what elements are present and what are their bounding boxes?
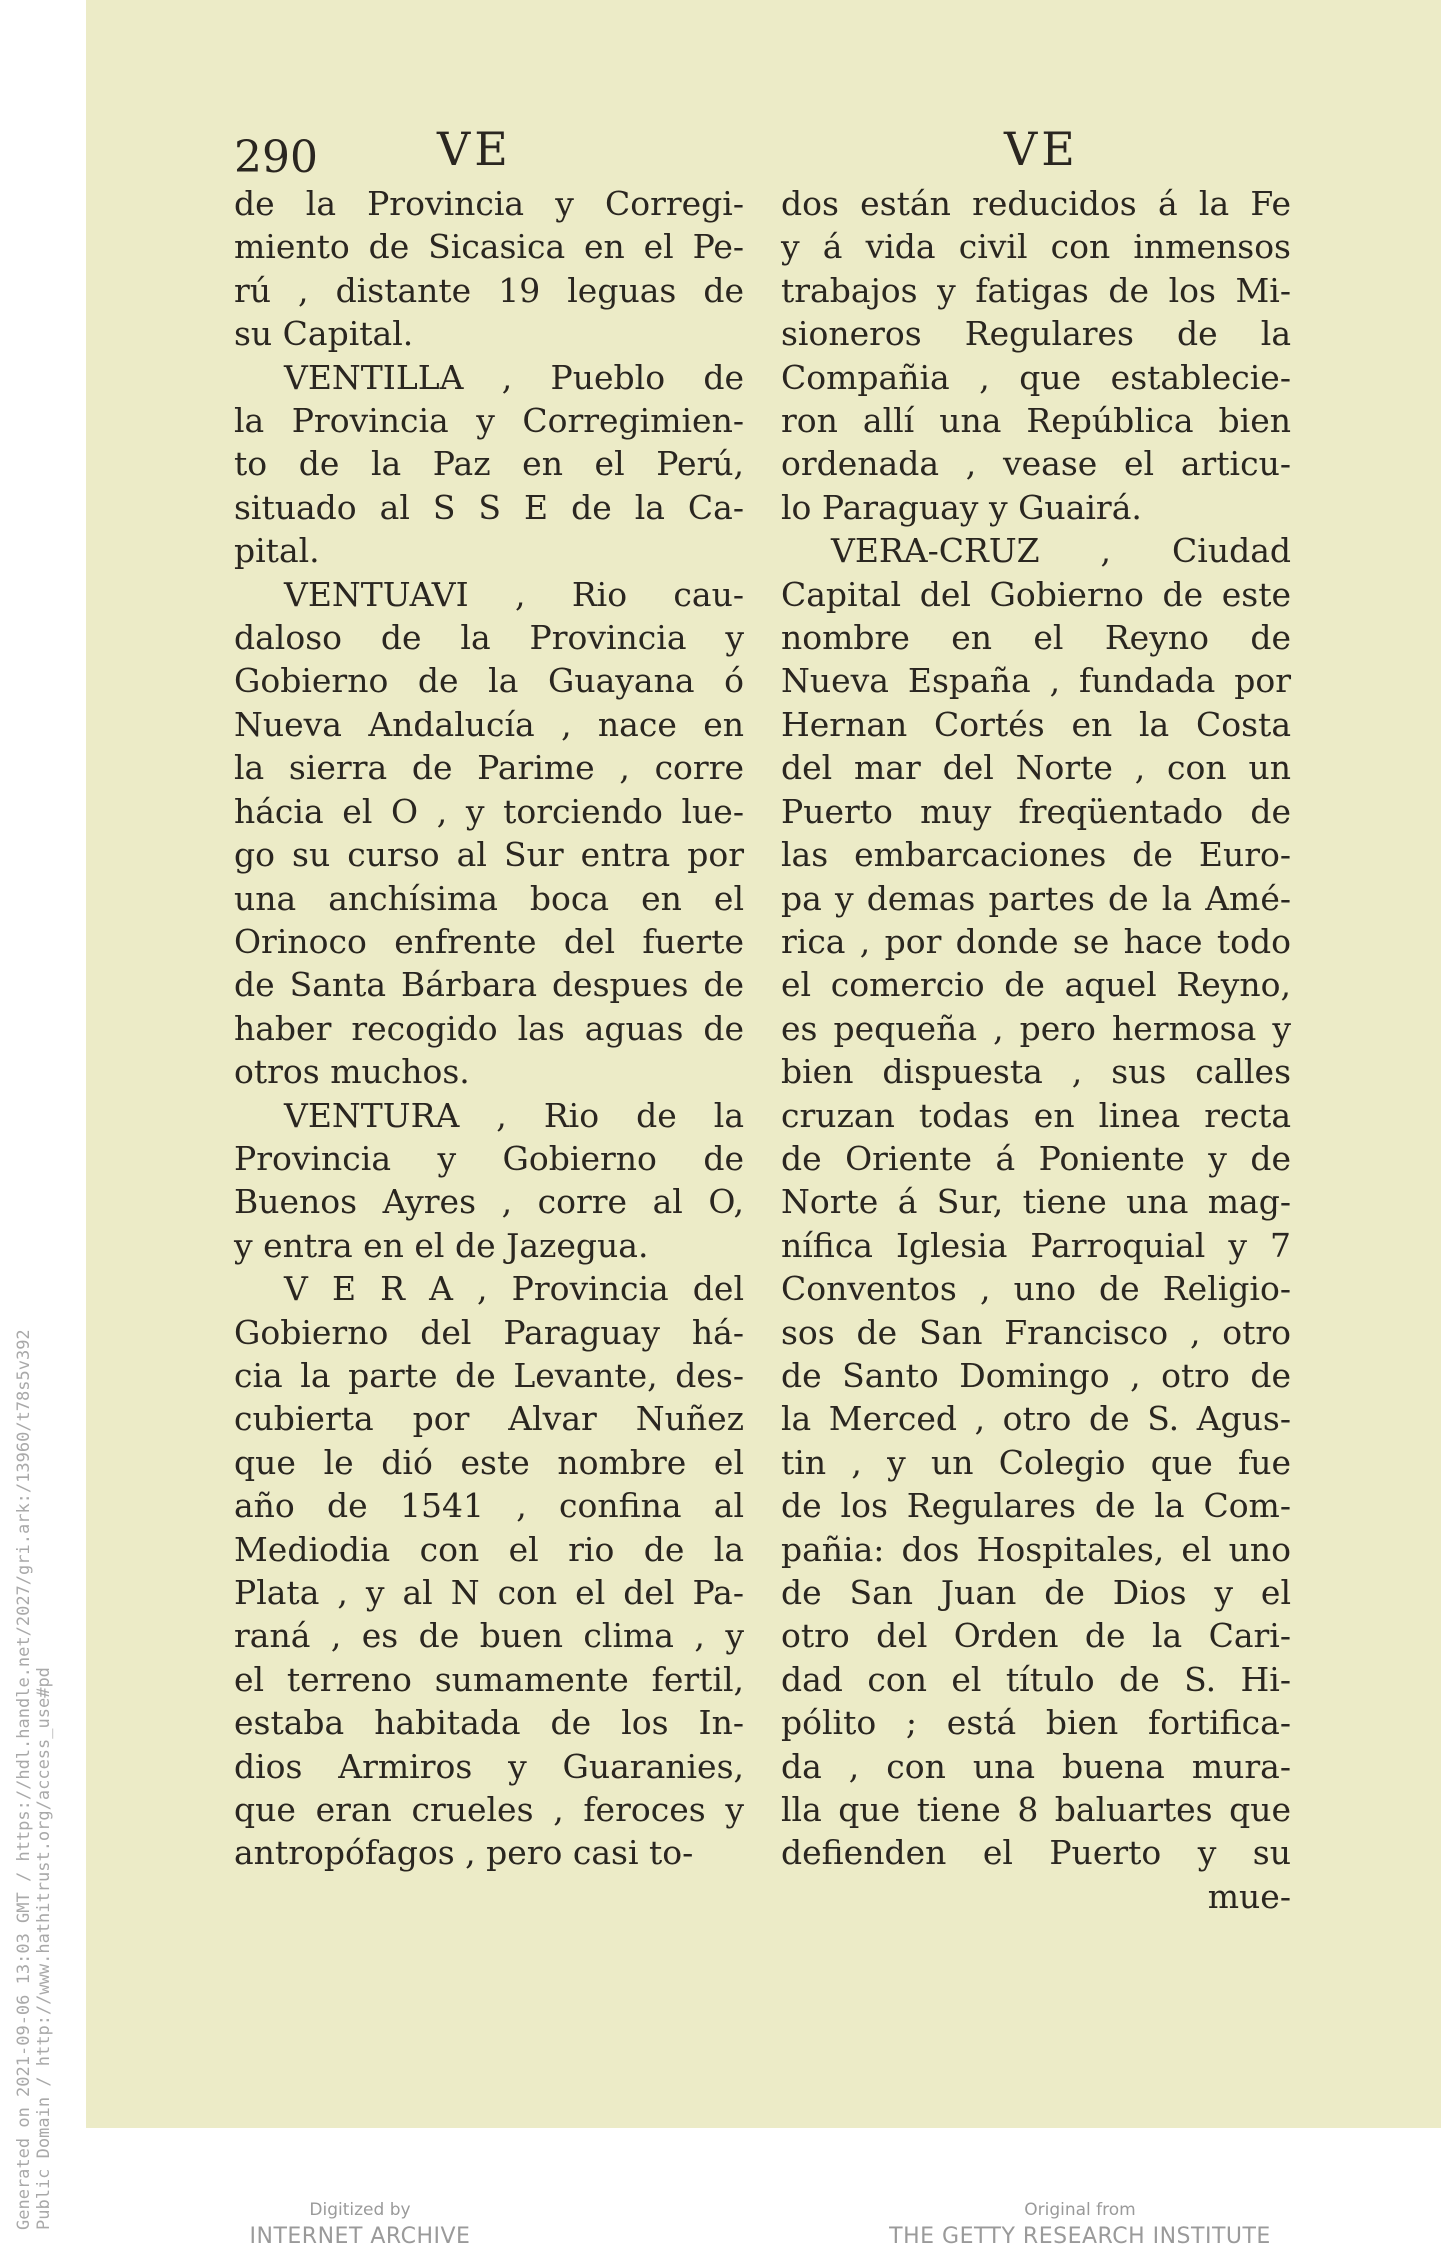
text-line: Mediodia con el rio de la: [234, 1529, 744, 1569]
text-line: Plata , y al N con el del Pa-: [234, 1573, 744, 1612]
text-line: de Santo Domingo , otro de: [781, 1355, 1291, 1395]
text-line: dios Armiros y Guaranies,: [234, 1746, 744, 1786]
stamp-line-2: Public Domain / http://www.hathitrust.org/access_use#pd: [34, 1667, 54, 2230]
text-line: y entra en el de Jazegua.: [234, 1225, 649, 1265]
text-line: sos de San Francisco , otro: [781, 1312, 1291, 1352]
text-line: to de la Paz en el Perú,: [234, 444, 744, 484]
text-line: cia la parte de Levante, des-: [234, 1355, 744, 1395]
text-line: lo Paraguay y Guairá.: [781, 487, 1142, 527]
internet-archive-label: INTERNET ARCHIVE: [249, 2224, 471, 2249]
text-line: pital.: [234, 531, 320, 571]
text-line: mue-: [1207, 1876, 1291, 1916]
text-line: pa y demas partes de la Amé-: [781, 878, 1291, 918]
text-line: otro del Orden de la Cari-: [781, 1616, 1291, 1656]
text-line: ordenada , vease el articu-: [781, 444, 1291, 484]
text-line: daloso de la Provincia y: [234, 618, 744, 658]
page-number: 290: [234, 132, 318, 183]
text-line: el comercio de aquel Reyno,: [781, 965, 1291, 1005]
text-line: del mar del Norte , con un: [781, 748, 1291, 788]
text-line: Orinoco enfrente del fuerte: [234, 921, 744, 961]
text-line: bien dispuesta , sus calles: [781, 1052, 1291, 1092]
text-line: Hernan Cortés en la Costa: [781, 704, 1291, 744]
text-line: trabajos y fatigas de los Mi-: [781, 270, 1291, 310]
original-from-label: Original from: [1024, 2200, 1136, 2220]
text-line: de la Provincia y Corregi-: [234, 184, 744, 223]
text-line: que le dió este nombre el: [234, 1442, 744, 1482]
text-line: Nueva Andalucía , nace en: [234, 704, 744, 744]
text-line: la Provincia y Corregimien-: [234, 401, 744, 441]
text-line: pólito ; está bien fortifica-: [781, 1703, 1291, 1743]
text-line: Compañia , que establecie-: [781, 357, 1291, 397]
original-from: [870, 2200, 1290, 2249]
right-column: [781, 182, 1291, 1918]
text-line: dos están reducidos á la Fe: [781, 184, 1291, 223]
text-line: de San Juan de Dios y el: [781, 1573, 1291, 1612]
left-running-head: VE: [437, 122, 512, 176]
text-line: VENTILLA , Pueblo de: [284, 357, 744, 397]
text-line: Buenos Ayres , corre al O,: [234, 1182, 744, 1222]
text-line: Gobierno de la Guayana ó: [234, 661, 744, 701]
text-line: nífica Iglesia Parroquial y 7: [781, 1225, 1291, 1265]
text-line: estaba habitada de los In-: [234, 1703, 744, 1743]
text-line: Puerto muy freqüentado de: [781, 791, 1291, 831]
text-line: tin , y un Colegio que fue: [781, 1442, 1291, 1482]
text-line: de los Regulares de la Com-: [781, 1486, 1291, 1526]
left-column: [234, 182, 744, 1875]
text-line: lla que tiene 8 baluartes que: [781, 1790, 1291, 1830]
text-line: su Capital.: [234, 314, 414, 354]
text-line: go su curso al Sur entra por: [234, 835, 744, 875]
text-line: de Oriente á Poniente y de: [781, 1138, 1291, 1178]
text-line: defienden el Puerto y su: [781, 1833, 1291, 1873]
text-line: antropófagos , pero casi to-: [234, 1833, 694, 1873]
text-line: nombre en el Reyno de: [781, 618, 1291, 658]
text-line: dad con el título de S. Hi-: [781, 1659, 1291, 1699]
text-line: Capital del Gobierno de este: [781, 574, 1291, 614]
text-line: raná , es de buen clima , y: [234, 1616, 744, 1656]
text-line: es pequeña , pero hermosa y: [781, 1008, 1291, 1048]
text-line: hácia el O , y torciendo lue-: [234, 791, 744, 831]
text-line: rica , por donde se hace todo: [781, 921, 1291, 961]
text-line: de Santa Bárbara despues de: [234, 965, 744, 1005]
getty-label: THE GETTY RESEARCH INSTITUTE: [889, 2224, 1271, 2249]
text-line: miento de Sicasica en el Pe-: [234, 227, 744, 267]
text-line: ron allí una República bien: [781, 401, 1291, 441]
text-line: Provincia y Gobierno de: [234, 1138, 744, 1178]
text-line: rú , distante 19 leguas de: [234, 270, 744, 310]
text-line: Conventos , uno de Religio-: [781, 1269, 1291, 1309]
right-running-head: VE: [1004, 122, 1079, 176]
text-line: año de 1541 , confina al: [234, 1486, 744, 1526]
text-line: que eran crueles , feroces y: [234, 1790, 744, 1830]
text-line: VENTURA , Rio de la: [284, 1095, 744, 1135]
text-line: Nueva España , fundada por: [781, 661, 1291, 701]
text-line: VENTUAVI , Rio cau-: [284, 574, 744, 614]
text-line: V E R A , Provincia del: [284, 1269, 744, 1309]
text-line: y á vida civil con inmensos: [781, 227, 1291, 267]
text-line: la sierra de Parime , corre: [234, 748, 744, 788]
text-line: Norte á Sur, tiene una mag-: [781, 1182, 1291, 1222]
text-line: VERA-CRUZ , Ciudad: [831, 531, 1291, 571]
digitized-by: [230, 2200, 490, 2249]
text-line: da , con una buena mura-: [781, 1746, 1291, 1786]
text-line: la Merced , otro de S. Agus-: [781, 1399, 1291, 1439]
stamp-line-1: Generated on 2021-09-06 13:03 GMT / https://hdl.handle.net/2027/gri.ark:/13960/t78s5v392: [14, 1329, 34, 2230]
text-line: cruzan todas en linea recta: [781, 1095, 1291, 1135]
text-line: las embarcaciones de Euro-: [781, 835, 1291, 875]
page-footer: [0, 2200, 1441, 2255]
text-line: Gobierno del Paraguay há-: [234, 1312, 744, 1352]
generation-stamp: [0, 1100, 86, 2230]
page-header: [0, 122, 1441, 182]
text-line: una anchísima boca en el: [234, 878, 744, 918]
digitized-by-label: Digitized by: [309, 2200, 411, 2220]
text-line: otros muchos.: [234, 1052, 470, 1092]
text-line: situado al S S E de la Ca-: [234, 487, 744, 527]
text-line: cubierta por Alvar Nuñez: [234, 1399, 744, 1439]
text-line: pañia: dos Hospitales, el uno: [781, 1529, 1291, 1569]
text-line: haber recogido las aguas de: [234, 1008, 744, 1048]
text-line: sioneros Regulares de la: [781, 314, 1291, 354]
text-line: el terreno sumamente fertil,: [234, 1659, 744, 1699]
